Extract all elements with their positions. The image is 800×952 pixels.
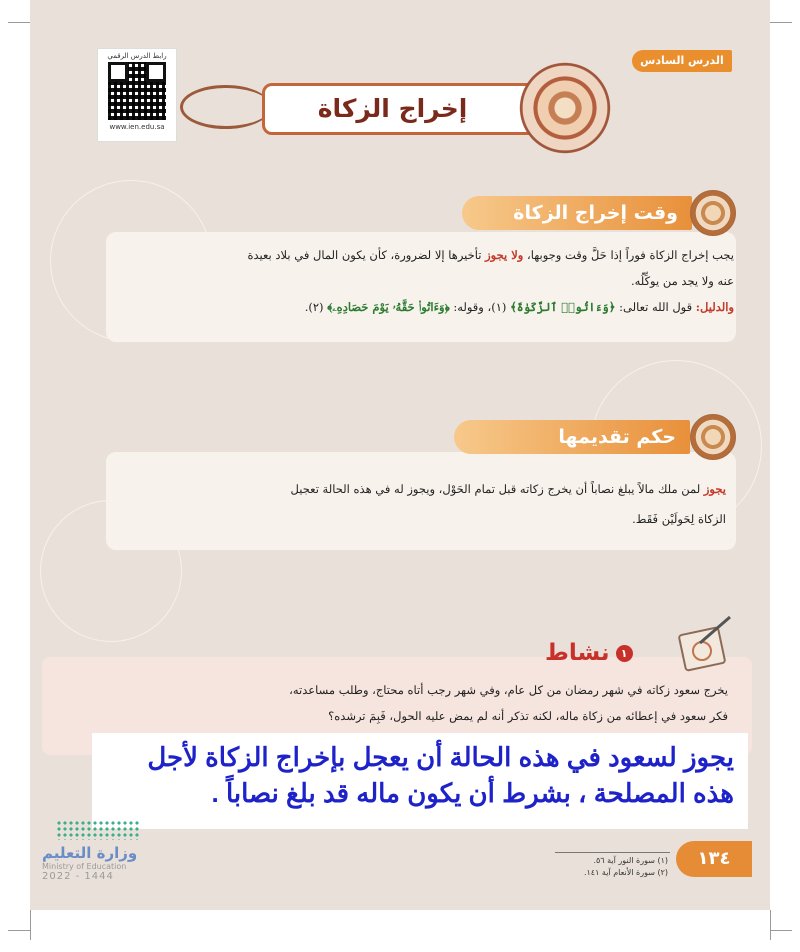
section-rosette-icon [690,190,736,236]
scroll-ornament-icon [180,85,271,129]
ministry-year: 2022 - 1444 [42,871,114,882]
crop-mark [8,930,30,931]
qr-code-icon[interactable] [108,62,166,120]
activity-label: نشاط [545,640,610,666]
verse: ﴿وَءَاتُوا۟ ٱلزَّكَوٰةَ﴾ [510,300,616,314]
crop-mark [770,930,792,931]
text-span: تأخيرها إلا لضرورة، كأن يكون المال في بلاد بعيدة [247,248,486,262]
emphasis: يجوز [703,482,726,496]
activity-title [545,640,633,666]
page-number: ١٣٤ [676,841,752,877]
text-span: قول الله تعالى: [615,300,696,314]
text-span: (٢). [304,300,328,314]
section-time-title: وقت إخراج الزكاة [513,202,678,224]
qr-url: www.ien.edu.sa [109,123,165,131]
qr-title: رابط الدرس الرقمي [107,52,167,60]
crop-mark [30,910,31,940]
qr-code-card[interactable] [97,48,177,142]
text-span: الزكاة لِحَولَيْن فَقَط. [632,512,726,526]
answer-line1: يجوز لسعود في هذه الحالة أن يعجل بإخراج الزكاة لأجل [147,742,734,772]
footnote-divider [555,852,670,853]
activity-line2 [328,703,728,729]
section-time-line2 [631,268,734,294]
answer-text-box [92,733,748,829]
section-ruling-header [454,420,690,454]
ministry-logo [42,820,152,900]
text-span: يجب إخراج الزكاة فوراً إذا حَلَّ وقت وجوبها، [523,248,734,262]
ministry-arabic: وزارة التعليم [42,844,138,862]
emphasis: ولا يجوز [485,248,524,262]
text-span: فكر سعود في إعطائه من زكاة ماله، لكنه تذكر أنه لم يمض عليه الحول، فَبِمَ ترشده؟ [328,709,728,723]
crop-mark [770,22,792,23]
verse: ﴿وَءَاتُوا۟ حَقَّهُۥ يَوْمَ حَصَادِهِۦ﴾ [327,300,450,314]
section-time-line1 [247,242,734,268]
text-span: لمن ملك مالاً يبلغ نصاباً أن يخرج زكاته قبل تمام الحَوْل، ويجوز له في هذه الحالة تعجيل [290,482,704,496]
title-rosette-icon [517,60,613,156]
pen-paper-icon [670,613,740,673]
activity-number: ١ [616,645,633,662]
footnote-2: (٢) سورة الأنعام آية ١٤١. [583,868,668,877]
section-ruling-title: حكم تقديمها [558,426,676,448]
text-span: عنه ولا يجد من يوكِّلُه. [630,274,734,288]
text-span: (١)، وقوله: [449,300,511,314]
activity-line1 [289,677,728,703]
crop-mark [8,22,30,23]
text-span: يخرج سعود زكاته في شهر رمضان من كل عام، وفي شهر رجب أتاه محتاج، وطلب مساعدته، [289,683,728,697]
ministry-dots-icon [56,820,141,840]
answer-line2: هذه المصلحة ، بشرط أن يكون ماله قد بلغ نصاباً . [211,778,734,808]
footnote-1: (١) سورة النور آية ٥٦. [593,856,668,865]
ministry-english: Ministry of Education [42,862,127,871]
proof-label: والدليل: [695,300,734,314]
page-title: إخراج الزكاة [317,94,468,123]
section-ruling-line2 [632,506,726,532]
section-time-header [462,196,692,230]
crop-mark [770,910,771,940]
section-ruling-line1 [291,476,726,502]
section-time-proof [305,294,734,320]
lesson-badge: الدرس السادس [632,50,732,72]
section-rosette-icon [690,414,736,460]
